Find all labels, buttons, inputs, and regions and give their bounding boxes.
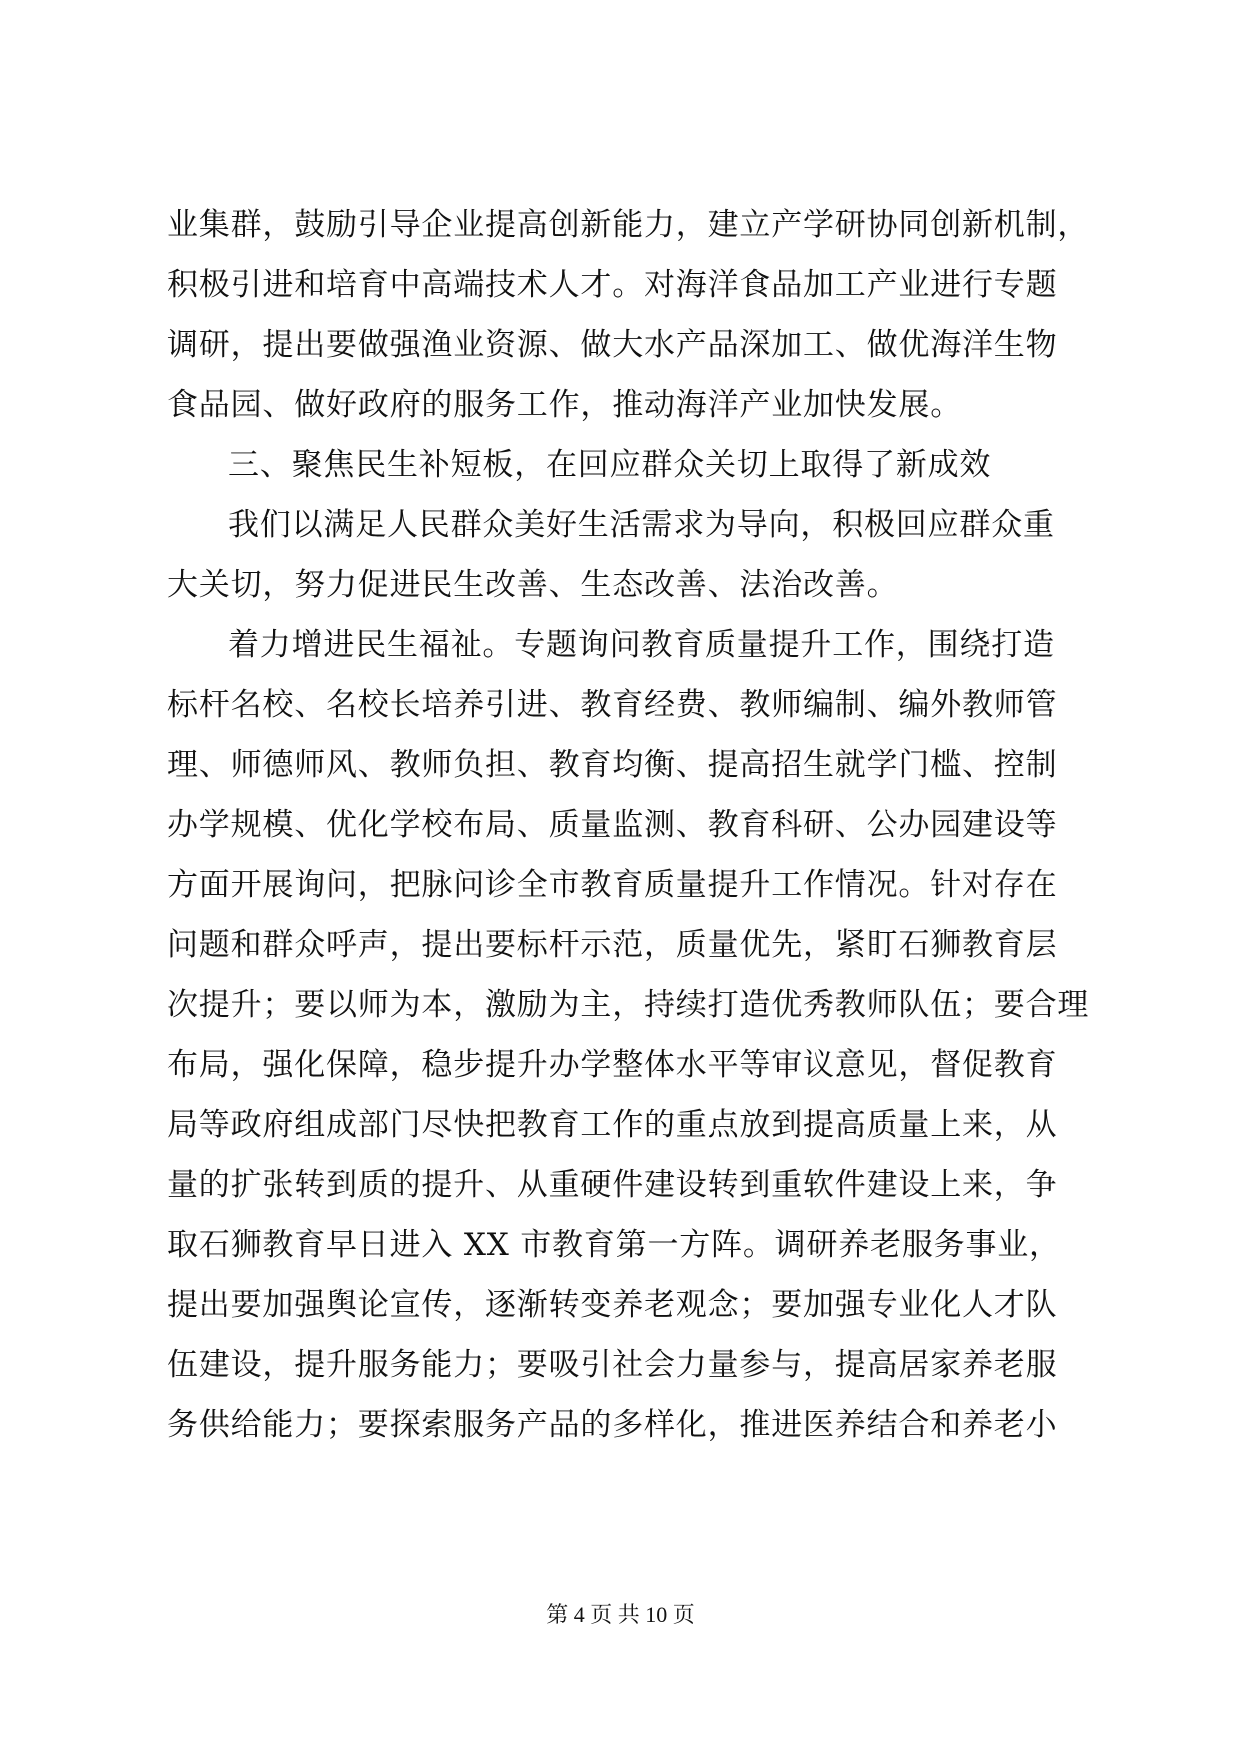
text-line: 提出要加强舆论宣传，逐渐转变养老观念；要加强专业化人才队 <box>167 1287 1058 1323</box>
text-line: 方面开展询问，把脉问诊全市教育质量提升工作情况。针对存在 <box>167 867 1058 903</box>
text-line: 务供给能力；要探索服务产品的多样化，推进医养结合和养老小 <box>167 1407 1058 1443</box>
text-line: 办学规模、优化学校布局、质量监测、教育科研、公办园建设等 <box>167 807 1058 843</box>
text-line: 食品园、做好政府的服务工作，推动海洋产业加快发展。 <box>167 387 962 423</box>
text-line: 伍建设，提升服务能力；要吸引社会力量参与，提高居家养老服 <box>167 1347 1058 1383</box>
text-line: 我们以满足人民群众美好生活需求为导向，积极回应群众重 <box>228 507 1055 543</box>
text-line: 布局，强化保障，稳步提升办学整体水平等审议意见，督促教育 <box>167 1047 1058 1083</box>
text-line: 业集群，鼓励引导企业提高创新能力，建立产学研协同创新机制， <box>167 207 1090 243</box>
section-heading-text: 三、聚焦民生补短板，在回应群众关切上取得了新成效 <box>228 447 992 483</box>
text-line: 问题和群众呼声，提出要标杆示范，质量优先，紧盯石狮教育层 <box>167 927 1058 963</box>
text-line: 标杆名校、名校长培养引进、教育经费、教师编制、编外教师管 <box>167 687 1058 723</box>
paragraph <box>167 615 1090 1455</box>
document-body <box>167 195 1090 1455</box>
text-line: 量的扩张转到质的提升、从重硬件建设转到重软件建设上来，争 <box>167 1167 1058 1203</box>
text-line: 着力增进民生福祉。专题询问教育质量提升工作，围绕打造 <box>228 627 1055 663</box>
paragraph <box>167 195 1090 435</box>
text-line: 次提升；要以师为本，激励为主，持续打造优秀教师队伍；要合理 <box>167 987 1090 1023</box>
section-heading <box>167 435 1087 495</box>
text-line: 理、师德师风、教师负担、教育均衡、提高招生就学门槛、控制 <box>167 747 1058 783</box>
text-line: 调研，提出要做强渔业资源、做大水产品深加工、做优海洋生物 <box>167 327 1058 363</box>
page-number-footer: 第 4 页 共 10 页 <box>546 1602 695 1627</box>
text-line: 大关切，努力促进民生改善、生态改善、法治改善。 <box>167 567 899 603</box>
text-line: 积极引进和培育中高端技术人才。对海洋食品加工产业进行专题 <box>167 267 1058 303</box>
text-line: 取石狮教育早日进入 XX 市教育第一方阵。调研养老服务事业， <box>167 1227 1061 1263</box>
text-line: 局等政府组成部门尽快把教育工作的重点放到提高质量上来，从 <box>167 1107 1058 1143</box>
paragraph <box>167 495 1087 615</box>
